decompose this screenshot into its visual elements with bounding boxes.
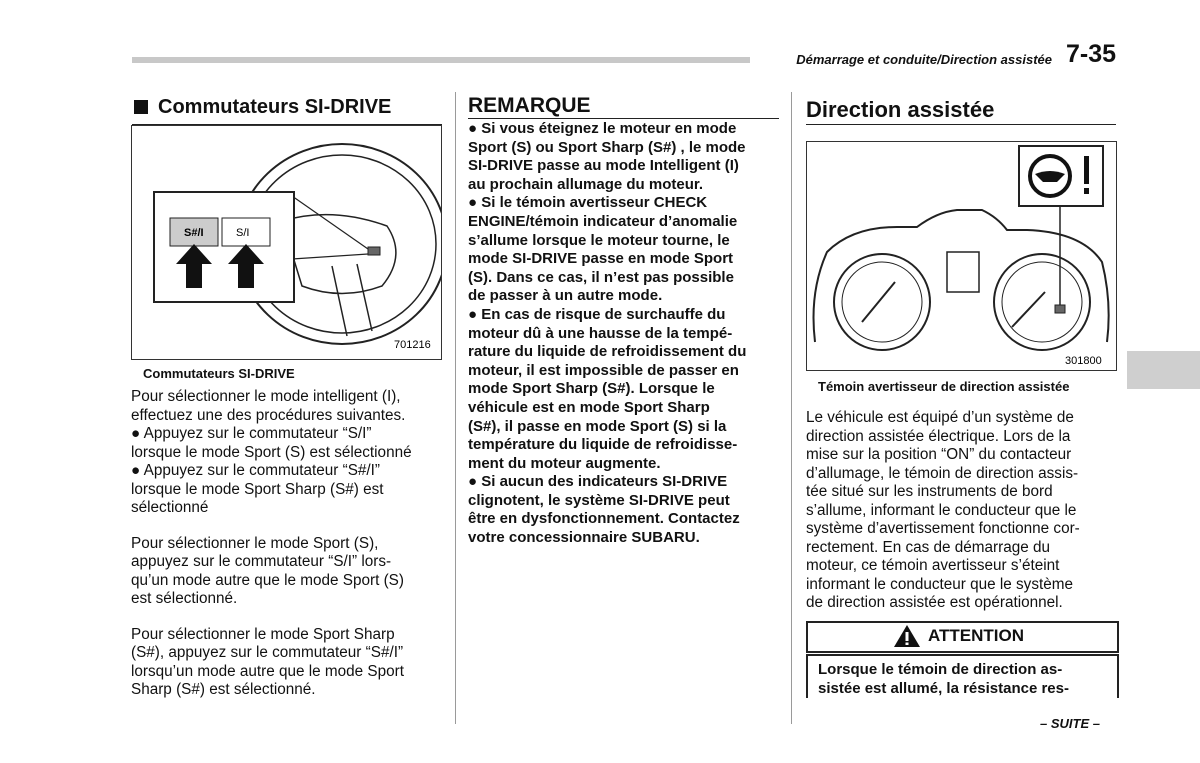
text-line: (S). Dans ce cas, il n’est pas possible	[468, 268, 734, 286]
figure-code: 701216	[394, 339, 431, 351]
column-separator	[455, 92, 456, 724]
button-label-sport: S/I	[236, 227, 250, 239]
text-line: sistée est allumé, la résistance res-	[818, 679, 1069, 697]
text-line: appuyez sur le commutateur “S/I” lors-	[131, 553, 392, 570]
text-line: Pour sélectionner le mode intelligent (I),	[131, 388, 401, 405]
text-line: au prochain allumage du moteur.	[468, 175, 704, 193]
text-line: votre concessionnaire SUBARU.	[468, 529, 700, 547]
instrument-cluster-illustration	[807, 142, 1116, 370]
text-line: Le véhicule est équipé d’un système de	[806, 409, 1074, 426]
text-line: ment du moteur augmente.	[468, 454, 661, 472]
heading-remarque: REMARQUE	[468, 94, 591, 117]
text-line: Sport (S) ou Sport Sharp (S#) , le mode	[468, 138, 746, 156]
heading-si-drive: Commutateurs SI-DRIVE	[158, 96, 392, 118]
text-line: Pour sélectionner le mode Sport (S),	[131, 534, 379, 552]
figure-caption: Commutateurs SI-DRIVE	[143, 366, 295, 381]
figure-caption: Témoin avertisseur de direction assistée	[818, 379, 1070, 394]
text-line: tée situé sur les instruments de bord	[806, 483, 1053, 500]
column-separator	[791, 92, 792, 724]
text-line: s’allume, informant le conducteur que le	[806, 501, 1077, 519]
text-line: température du liquide de refroidisse-	[468, 436, 738, 454]
continued-label: – SUITE –	[1040, 716, 1100, 731]
text-line: sélectionné	[131, 499, 209, 516]
heading-direction-assistee: Direction assistée	[806, 97, 995, 122]
text-line: Pour sélectionner le mode Sport Sharp	[131, 625, 395, 643]
text-line: véhicule est en mode Sport Sharp	[468, 398, 710, 416]
text-line: est sélectionné.	[131, 590, 238, 607]
attention-label: ATTENTION	[928, 626, 1025, 645]
text-line: mise sur la position “ON” du contacteur	[806, 446, 1072, 463]
page-number: 7-35	[1066, 40, 1117, 68]
text-line: ● Appuyez sur le commutateur “S/I”	[131, 425, 372, 442]
text-line: mode SI-DRIVE passe en mode Sport	[468, 250, 734, 268]
text-line: SI-DRIVE passe au mode Intelligent (I)	[468, 157, 739, 175]
text-line: d’allumage, le témoin de direction assis-	[806, 464, 1079, 482]
text-line: lorsqu’un mode autre que le mode Sport	[131, 662, 404, 680]
text-line: Sharp (S#) est sélectionné.	[131, 681, 316, 698]
heading-underline	[806, 124, 1116, 125]
figure-si-drive	[131, 125, 442, 360]
text-line: moteur dû à une hausse de la tempé-	[468, 324, 733, 342]
text-line: ENGINE/témoin indicateur d’anomalie	[468, 212, 738, 230]
text-line: clignotent, le système SI-DRIVE peut	[468, 491, 730, 509]
section-title: Démarrage et conduite/Direction assistée	[796, 52, 1052, 67]
text-line: être en dysfonctionnement. Contactez	[468, 510, 740, 528]
attention-text	[818, 661, 1106, 698]
si-drive-illustration	[132, 126, 441, 359]
text-line: Lorsque le témoin de direction as-	[818, 661, 1063, 678]
heading-underline	[468, 118, 779, 119]
text-line: lorsque le mode Sport (S) est sélectionné	[131, 443, 412, 461]
text-line: moteur, ce témoin avertisseur s’éteint	[806, 557, 1060, 574]
heading-square-icon	[134, 100, 148, 114]
text-line: de direction assistée est opérationnel.	[806, 594, 1063, 611]
text-line: ● Si vous éteignez le moteur en mode	[468, 120, 737, 137]
text-line: s’allume lorsque le moteur tourne, le	[468, 231, 730, 249]
text-line: rectement. En cas de démarrage du	[806, 538, 1051, 556]
text-line: rature du liquide de refroidissement du	[468, 343, 747, 361]
col3-text	[806, 409, 1116, 613]
figure-code: 301800	[1065, 355, 1102, 367]
text-line: système d’avertissement fonctionne cor-	[806, 520, 1080, 537]
warning-triangle-icon	[893, 624, 921, 648]
text-line: ● Appuyez sur le commutateur “S#/I”	[131, 462, 380, 479]
text-line: ● Si aucun des indicateurs SI-DRIVE	[468, 473, 728, 491]
text-line: de passer à un autre mode.	[468, 287, 663, 305]
remarque-text	[468, 120, 779, 548]
text-line: lorsque le mode Sport Sharp (S#) est	[131, 480, 384, 498]
text-line: effectuez une des procédures suivantes.	[131, 406, 406, 424]
chapter-tab	[1127, 351, 1200, 389]
figure-power-steering	[806, 141, 1117, 371]
text-line: moteur, il est impossible de passer en	[468, 361, 739, 379]
header-rule	[132, 57, 750, 63]
text-line: qu’un mode autre que le mode Sport (S)	[131, 571, 404, 589]
text-line: (S#), il passe en mode Sport (S) si la	[468, 417, 727, 435]
text-line: informant le conducteur que le système	[806, 575, 1073, 593]
text-line: ● Si le témoin avertisseur CHECK	[468, 194, 708, 212]
text-line: mode Sport Sharp (S#). Lorsque le	[468, 380, 715, 398]
text-line: direction assistée électrique. Lors de la	[806, 427, 1071, 445]
text-line: ● En cas de risque de surchauffe du	[468, 305, 726, 323]
text-line: (S#), appuyez sur le commutateur “S#/I”	[131, 644, 404, 661]
button-label-sharp: S#/I	[184, 227, 204, 239]
col1-text	[131, 388, 442, 700]
